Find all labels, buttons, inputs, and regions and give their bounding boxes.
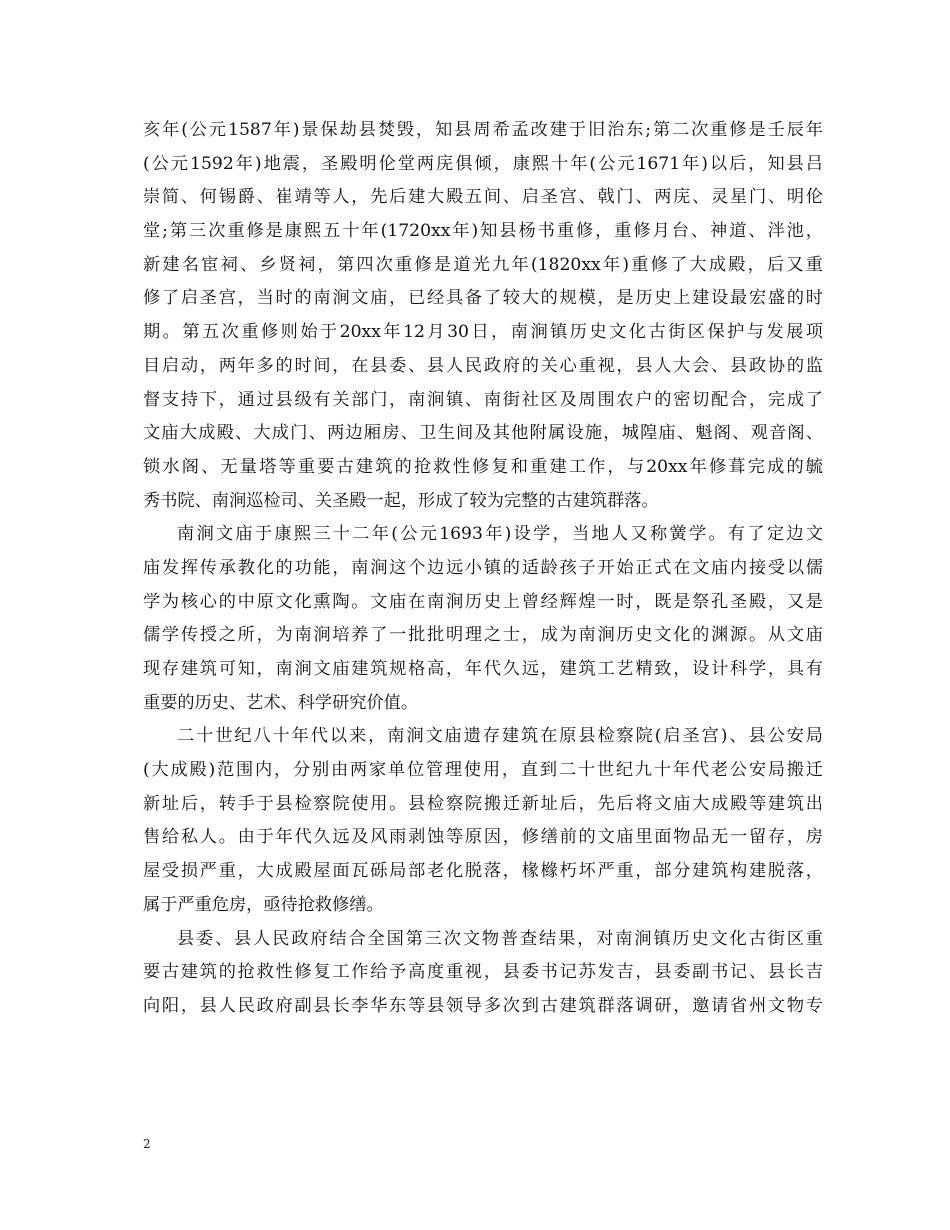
text-line: 学为核心的中原文化熏陶。文庙在南涧历史上曾经辉煌一时，既是祭孔圣殿，又是: [143, 591, 823, 612]
body-text: [143, 114, 823, 1024]
text-line: 新址后，转手于县检察院使用。县检察院搬迁新址后，先后将文庙大成殿等建筑出: [143, 793, 823, 814]
text-line: 县委、县人民政府结合全国第三次文物普查结果，对南涧镇历史文化古街区重: [177, 928, 823, 949]
text-line: 现存建筑可知，南涧文庙建筑规格高，年代久远，建筑工艺精致，设计科学，具有: [143, 659, 823, 679]
text-line: 崇简、何锡爵、崔靖等人，先后建大殿五间、启圣宫、戟门、两庑、灵星门、明伦: [143, 187, 823, 208]
text-line: 锁水阁、无量塔等重要古建筑的抢救性修复和重建工作，与20xx年修葺完成的毓: [143, 456, 823, 477]
text-line: 目启动，两年多的时间，在县委、县人民政府的关心重视，县人大会、县政协的监: [143, 355, 823, 376]
text-line: 儒学传授之所，为南涧培养了一批批明理之士，成为南涧历史文化的渊源。从文庙: [143, 625, 823, 646]
text-line: 督支持下，通过县级有关部门，南涧镇、南街社区及周围农户的密切配合，完成了: [143, 389, 823, 410]
text-line: 二十世纪八十年代以来，南涧文庙遗存建筑在原县检察院(启圣宫)、县公安局: [177, 726, 823, 747]
text-line: (公元1592年)地震，圣殿明伦堂两庑俱倾，康熙十年(公元1671年)以后，知县吕: [143, 153, 823, 174]
text-line: 庙发挥传承教化的功能，南涧这个边远小镇的适龄孩子开始正式在文庙内接受以儒: [143, 557, 823, 578]
page-number: 2: [143, 1137, 151, 1151]
text-line: 售给私人。由于年代久远及风雨剥蚀等原因，修缮前的文庙里面物品无一留存，房: [143, 827, 823, 848]
text-line: 向阳，县人民政府副县长李华东等县领导多次到古建筑群落调研，邀请省州文物专: [143, 995, 823, 1016]
text-line: 亥年(公元1587年)景保劫县焚毁，知县周希孟改建于旧治东;第二次重修是壬辰年: [143, 120, 823, 140]
text-line: 属于严重危房，亟待抢救修缮。: [143, 894, 384, 915]
text-line: 秀书院、南涧巡检司、关圣殿一起，形成了较为完整的古建筑群落。: [143, 490, 659, 511]
text-line: 南涧文庙于康熙三十二年(公元1693年)设学，当地人又称黉学。有了定边文: [177, 524, 823, 545]
text-line: 修了启圣宫，当时的南涧文庙，已经具备了较大的规模，是历史上建设最宏盛的时: [143, 288, 823, 309]
text-line: 期。第五次重修则始于20xx年12月30日，南涧镇历史文化古街区保护与发展项: [143, 322, 823, 343]
text-line: 新建名宦祠、乡贤祠，第四次重修是道光九年(1820xx年)重修了大成殿，后又重: [143, 254, 823, 275]
text-line: 要古建筑的抢救性修复工作给予高度重视，县委书记苏发吉，县委副书记、县长吉: [143, 962, 823, 983]
text-line: 屋受损严重，大成殿屋面瓦砾局部老化脱落，椽橼朽坏严重，部分建筑构建脱落，: [143, 861, 823, 882]
text-line: 重要的历史、艺术、科学研究价值。: [143, 692, 419, 713]
text-line: 文庙大成殿、大成门、两边厢房、卫生间及其他附属设施，城隍庙、魁阁、观音阁、: [143, 423, 823, 444]
text-line: 堂;第三次重修是康熙五十年(1720xx年)知县杨书重修，重修月台、神道、泮池，: [143, 221, 823, 242]
text-line: (大成殿)范围内，分别由两家单位管理使用，直到二十世纪九十年代老公安局搬迁: [143, 760, 823, 781]
